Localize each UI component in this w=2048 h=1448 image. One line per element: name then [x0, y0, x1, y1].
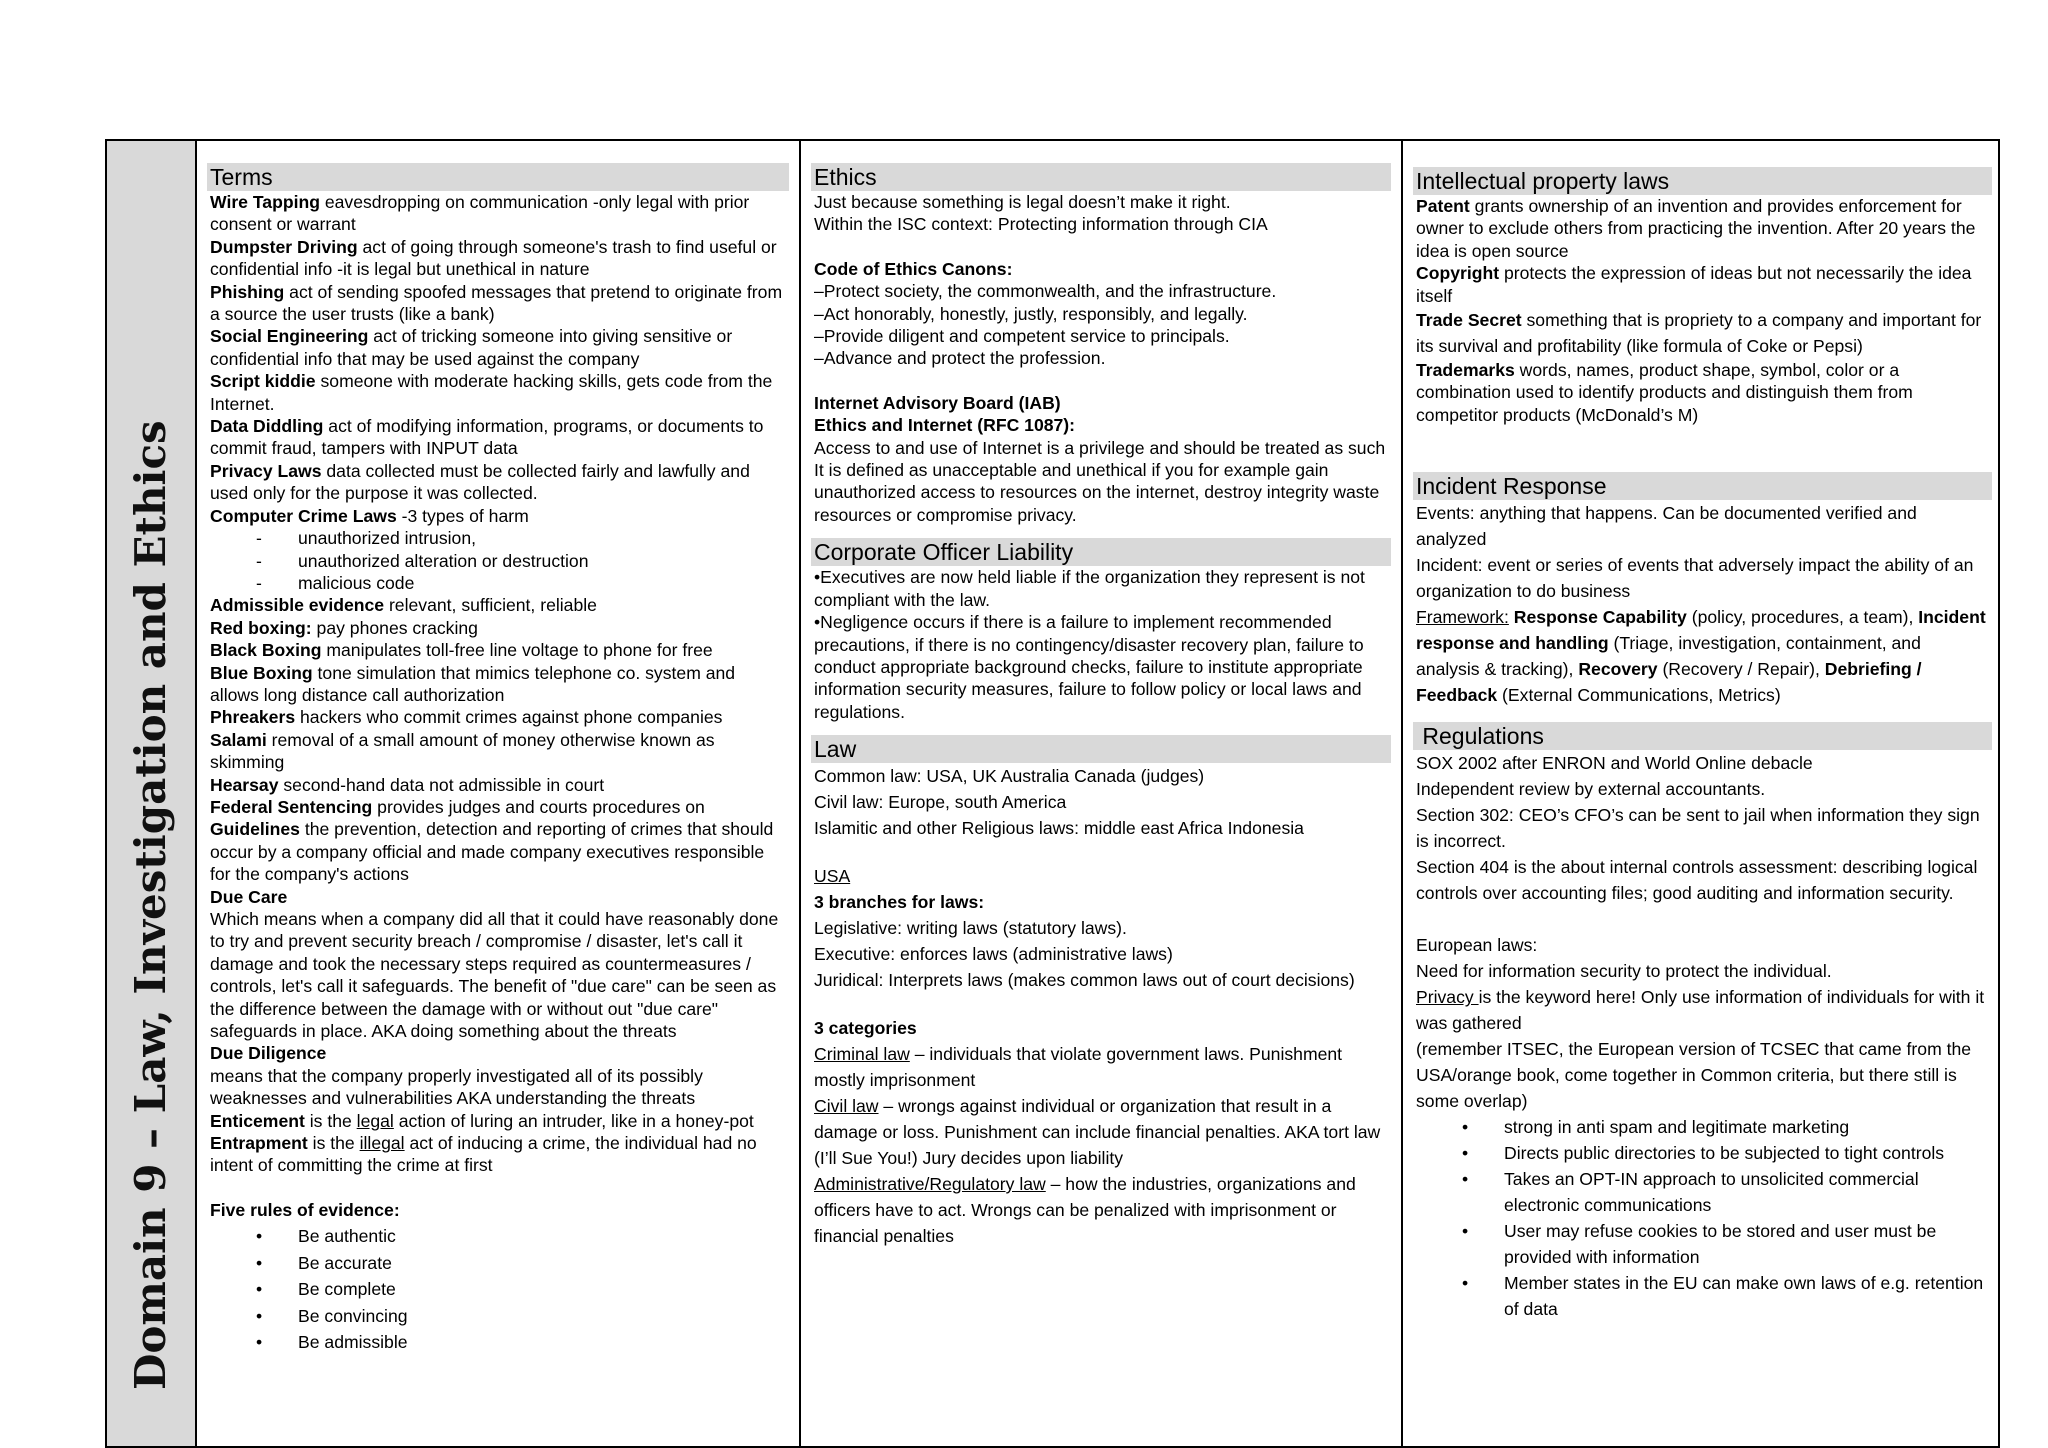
term-label: Privacy Laws — [210, 460, 322, 481]
term-text: is the — [307, 1133, 360, 1154]
ip-term: Trademarks — [1416, 360, 1515, 381]
category-administrative — [814, 1171, 1388, 1249]
eu-need: Need for information security to protect the individual. — [1416, 961, 1832, 982]
term-definition: relevant, sufficient, reliable — [384, 595, 597, 616]
term-definition: second-hand data not admissible in court — [278, 774, 605, 795]
ip-copyright — [1416, 262, 1989, 307]
list-item: • Be complete — [210, 1278, 786, 1300]
usa-label: USA — [814, 866, 851, 887]
ethics-heading: Ethics — [811, 163, 1391, 191]
term-definition: act of going through someone's trash to find useful or confidential info -it is legal but unethical in nature — [210, 236, 777, 280]
term-definition: act of modifying information, programs, or documents to commit fraud, tampers with INPUT data — [210, 416, 764, 459]
corporate-paragraph: •Negligence occurs if there is a failure to implement recommended precautions, if there is no contingency/disaster recovery plan, failure to conduct appropriate background checks, failure to institute appropriate information security measures, failure to follow policy or local laws and regulations. — [814, 612, 1364, 722]
term-definition: eavesdropping on communication -only legal with prior consent or warrant — [210, 192, 750, 235]
term-red-boxing — [210, 617, 786, 639]
term-dumpster-driving — [210, 236, 786, 281]
term-label: Guidelines — [210, 819, 300, 840]
term-definition: act of sending spoofed messages that pretend to originate from a source the user trusts (like a bank) — [210, 281, 783, 325]
term-definition: tone simulation that mimics telephone co. system and allows long distance call authorization — [210, 662, 736, 705]
ip-text: something that is propriety to a company and important for its survival and profitability (like formula of Coke or Pepsi) — [1416, 310, 1982, 357]
list-item: • User may refuse cookies to be stored and user must be provided with information — [1416, 1218, 1989, 1270]
incident-body — [1413, 500, 1992, 708]
list-item: - unauthorized alteration or destruction — [210, 550, 786, 572]
regulations-body — [1413, 750, 1992, 1322]
terms-heading: Terms — [207, 163, 789, 191]
term-label: Hearsay — [210, 774, 279, 795]
term-label: Black Boxing — [210, 640, 322, 661]
category-criminal — [814, 1041, 1388, 1093]
list-item: • Be admissible — [210, 1331, 786, 1353]
term-blue-boxing — [210, 662, 786, 707]
list-item: • Be accurate — [210, 1252, 786, 1274]
term-label: Admissible evidence — [210, 595, 385, 616]
ip-term: Patent — [1416, 196, 1470, 216]
term-label: Blue Boxing — [210, 662, 313, 683]
list-item: • Takes an OPT-IN approach to unsolicited commercial electronic communications — [1416, 1166, 1989, 1218]
law-system: Civil law: Europe, south America — [814, 792, 1067, 813]
due-diligence-title: Due Diligence — [210, 1043, 327, 1064]
reg-line: Section 404 is the about internal controls assessment: describing logical controls over accounting files; good auditing and information security. — [1416, 857, 1978, 904]
incident-heading: Incident Response — [1413, 472, 1992, 500]
rfc-title: Ethics and Internet (RFC 1087): — [814, 415, 1076, 436]
ethics-line: Within the ISC context: Protecting information through CIA — [814, 214, 1268, 235]
ip-heading: Intellectual property laws — [1413, 167, 1992, 195]
list-item: • Be convincing — [210, 1305, 786, 1327]
term-salami — [210, 729, 786, 774]
canon-item: –Act honorably, honestly, justly, responsibly, and legally. — [814, 303, 1248, 324]
category-text: – how the industries, organizations and officers have to act. Wrongs can be penalized with imprisonment or financial penalties — [814, 1174, 1356, 1247]
framework-term: Response Capability — [1508, 607, 1687, 628]
law-system: Islamitic and other Religious laws: middle east Africa Indonesia — [814, 818, 1304, 839]
term-definition: removal of a small amount of money otherwise known as skimming — [210, 729, 715, 773]
framework-term: Debriefing / Feedback — [1416, 659, 1922, 706]
privacy-label: Privacy — [1416, 987, 1479, 1008]
term-label: Data Diddling — [210, 416, 324, 437]
eu-title: European laws: — [1416, 935, 1538, 956]
evidence-rules-title: Five rules of evidence: — [210, 1199, 400, 1220]
ethics-line: Just because something is legal doesn’t make it right. — [814, 192, 1231, 212]
ip-term: Trade Secret — [1416, 310, 1522, 331]
term-label: Phreakers — [210, 707, 296, 728]
term-label: Salami — [210, 729, 267, 750]
term-black-boxing — [210, 639, 786, 661]
due-care-text: Which means when a company did all that it could have reasonably done to try and prevent security breach / compromise / disaster, let's call it damage and took the necessary steps required as countermeasures / controls, let's call it safeguards. The benefit of "due care" can be seen as the difference between the damage with or without out "due care" safeguards in place. AKA doing something about the threats — [210, 909, 779, 1042]
category-name: Civil law — [814, 1096, 879, 1117]
category-name: Administrative/Regulatory law — [814, 1174, 1046, 1195]
term-definition: act of tricking someone into giving sensitive or confidential info that may be used against the company — [210, 326, 733, 369]
term-definition: hackers who commit crimes against phone companies — [295, 707, 723, 728]
incident-definition: Incident: event or series of events that adversely impact the ability of an organization to do business — [1416, 555, 1974, 602]
term-privacy-laws — [210, 460, 786, 505]
terms-column — [197, 141, 799, 1446]
category-civil — [814, 1093, 1388, 1171]
term-underlined: legal — [356, 1110, 394, 1131]
ip-text: protects the expression of ideas but not necessarily the idea itself — [1416, 263, 1972, 306]
term-label: Script kiddie — [210, 371, 316, 392]
framework-text: (Recovery / Repair), — [1657, 659, 1825, 680]
term-hearsay — [210, 774, 786, 796]
rfc-text: It is defined as unacceptable and unethical if you for example gain unauthorized access to resources on the internet, destroy integrity waste resources or compromise privacy. — [814, 460, 1380, 525]
term-text: is the — [304, 1110, 357, 1131]
term-label: Entrapment — [210, 1133, 308, 1154]
term-label: Red boxing: — [210, 617, 312, 638]
reg-line: Independent review by external accountants. — [1416, 779, 1766, 800]
branches-title: 3 branches for laws: — [814, 892, 985, 913]
reg-line: Section 302: CEO’s CFO’s can be sent to jail when information they sign is incorrect. — [1416, 805, 1980, 852]
ethics-body — [811, 191, 1391, 526]
corporate-heading: Corporate Officer Liability — [811, 538, 1391, 566]
list-item: • strong in anti spam and legitimate marketing — [1416, 1114, 1989, 1140]
framework-label: Framework: — [1416, 607, 1509, 628]
domain-title: Domain 9 – Law, Investigation and Ethics — [126, 420, 175, 1390]
category-text: – individuals that violate government laws. Punishment mostly imprisonment — [814, 1044, 1343, 1091]
term-definition: provides judges and courts procedures on — [372, 796, 705, 817]
term-definition: pay phones cracking — [311, 617, 478, 638]
term-wire-tapping — [210, 191, 786, 236]
term-script-kiddie — [210, 370, 786, 415]
framework-text: (Triage, investigation, containment, and analysis & tracking), — [1416, 633, 1921, 680]
term-enticement — [210, 1110, 786, 1132]
ip-patent — [1416, 195, 1989, 262]
term-label: Enticement — [210, 1110, 305, 1131]
due-care-title: Due Care — [210, 886, 288, 907]
term-label: Wire Tapping — [210, 192, 320, 212]
term-definition: data collected must be collected fairly and lawfully and used only for the purpose it was collected. — [210, 460, 750, 504]
law-body — [811, 763, 1391, 1249]
canon-item: –Protect society, the commonwealth, and the infrastructure. — [814, 281, 1277, 302]
term-text: action of luring an intruder, like in a honey-pot — [393, 1110, 754, 1131]
term-data-diddling — [210, 415, 786, 460]
term-label: Dumpster Driving — [210, 236, 358, 257]
reg-line: SOX 2002 after ENRON and World Online debacle — [1416, 753, 1813, 774]
iab-title: Internet Advisory Board (IAB) — [814, 392, 1061, 413]
branch-item: Executive: enforces laws (administrative laws) — [814, 944, 1173, 965]
ip-text: words, names, product shape, symbol, color or a combination used to identify products and distinguish them from competitor products (McDonald’s M) — [1416, 360, 1913, 425]
framework-term: Recovery — [1578, 659, 1658, 680]
incident-events: Events: anything that happens. Can be documented verified and analyzed — [1416, 503, 1917, 550]
category-text: – wrongs against individual or organization that result in a damage or loss. Punishment can include financial penalties. AKA tort law (I’ll Sue You!) Jury decides upon liability — [814, 1096, 1381, 1169]
corporate-body — [811, 566, 1391, 723]
eu-bullets-list — [1416, 1114, 1989, 1322]
list-item: • Be authentic — [210, 1225, 786, 1247]
term-social-engineering — [210, 325, 786, 370]
branch-item: Legislative: writing laws (statutory laws). — [814, 918, 1127, 939]
cheat-sheet-table — [105, 139, 2000, 1448]
due-diligence-text: means that the company properly investigated all of its possibly weaknesses and vulnerabilities AKA understanding the threats — [210, 1065, 703, 1109]
domain-sidebar — [107, 141, 197, 1446]
eu-itsec: (remember ITSEC, the European version of TCSEC that came from the USA/orange book, come together in Common criteria, but there still is some overlap) — [1416, 1039, 1972, 1112]
framework-text: (policy, procedures, a team), — [1686, 607, 1919, 628]
term-text: act of inducing a crime, the individual had no intent of committing the crime at first — [210, 1133, 757, 1176]
incident-framework — [1416, 604, 1989, 708]
framework-text: (External Communications, Metrics) — [1497, 685, 1781, 706]
term-definition: the prevention, detection and reporting of crimes that should occur by a company official and made company executives responsible for the company's actions — [210, 819, 774, 885]
term-phishing — [210, 281, 786, 326]
ethics-law-column — [799, 141, 1401, 1446]
term-label: Computer Crime Laws — [210, 505, 397, 526]
list-item: • Member states in the EU can make own laws of e.g. retention of data — [1416, 1270, 1989, 1322]
ip-trademarks — [1416, 359, 1989, 426]
law-system: Common law: USA, UK Australia Canada (judges) — [814, 766, 1205, 787]
law-heading: Law — [811, 735, 1391, 763]
term-label: Federal Sentencing — [210, 796, 373, 817]
ip-trade-secret — [1416, 307, 1989, 359]
ip-incident-regulations-column — [1401, 141, 2002, 1446]
eu-privacy — [1416, 984, 1989, 1036]
ip-text: grants ownership of an invention and provides enforcement for owner to exclude others from practicing the invention. After 20 years the idea is open source — [1416, 196, 1976, 261]
term-definition: -3 types of harm — [396, 505, 529, 526]
list-item: • Directs public directories to be subjected to tight controls — [1416, 1140, 1989, 1166]
evidence-rules-list — [210, 1225, 786, 1353]
categories-title: 3 categories — [814, 1018, 917, 1039]
term-phreakers — [210, 706, 786, 728]
regulations-heading-text: Regulations — [1422, 723, 1544, 750]
term-definition: manipulates toll-free line voltage to phone for free — [321, 640, 713, 661]
term-admissible-evidence — [210, 594, 786, 616]
regulations-heading — [1413, 722, 1992, 750]
branch-item: Juridical: Interprets laws (makes common laws out of court decisions) — [814, 970, 1355, 991]
term-underlined: illegal — [359, 1133, 405, 1154]
term-federal-sentencing — [210, 796, 786, 818]
category-name: Criminal law — [814, 1044, 910, 1065]
term-definition: someone with moderate hacking skills, gets code from the Internet. — [210, 371, 773, 414]
harm-types-list — [210, 527, 786, 594]
corporate-paragraph: •Executives are now held liable if the organization they represent is not compliant with the law. — [814, 567, 1365, 610]
framework-term: Incident response and handling — [1416, 607, 1986, 654]
rfc-text: Access to and use of Internet is a privilege and should be treated as such — [814, 437, 1386, 458]
privacy-text: is the keyword here! Only use information of individuals for with it was gathered — [1416, 987, 1985, 1034]
term-entrapment — [210, 1132, 786, 1177]
list-item: - unauthorized intrusion, — [210, 527, 786, 549]
term-label: Social Engineering — [210, 326, 369, 347]
canon-item: –Provide diligent and competent service to principals. — [814, 326, 1230, 347]
ip-body — [1413, 195, 1992, 426]
canons-title: Code of Ethics Canons: — [814, 258, 1013, 279]
list-item: - malicious code — [210, 572, 786, 594]
term-guidelines — [210, 818, 786, 885]
canon-item: –Advance and protect the profession. — [814, 348, 1106, 369]
term-label: Phishing — [210, 281, 285, 302]
ip-term: Copyright — [1416, 263, 1500, 284]
term-computer-crime-laws — [210, 505, 786, 527]
terms-body — [207, 191, 789, 1353]
